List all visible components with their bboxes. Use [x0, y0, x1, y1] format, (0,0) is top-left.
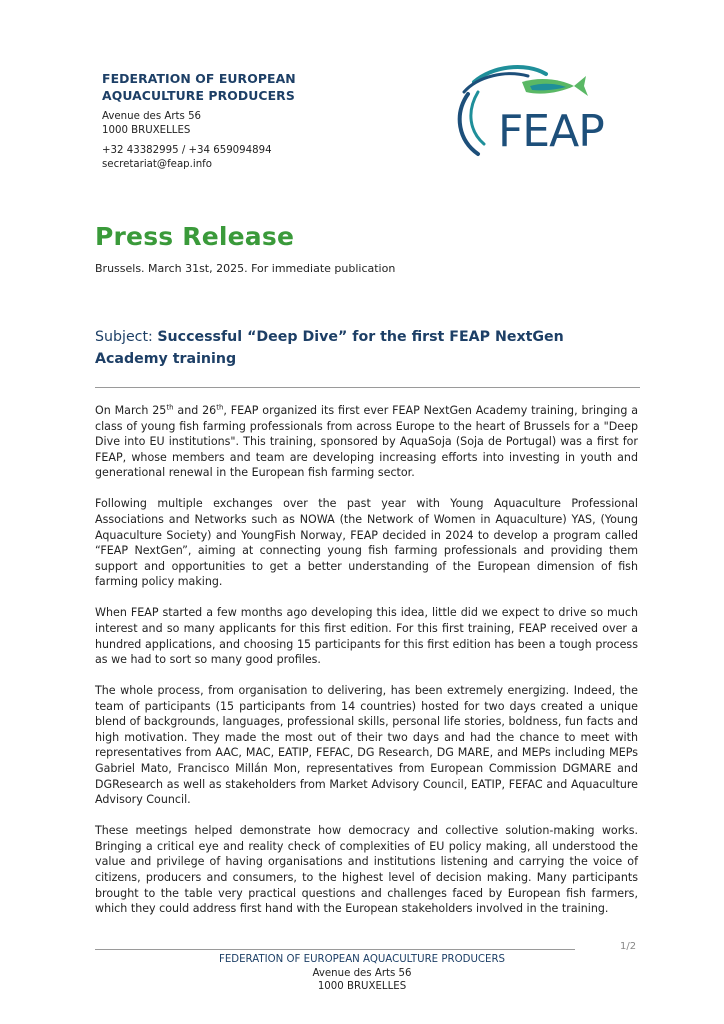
subject-title-line1: Successful “Deep Dive” for the first FEAP NextGen	[157, 329, 564, 345]
contact-email[interactable]: secretariat@feap.info	[102, 158, 212, 170]
p1-and: and 26	[173, 404, 217, 417]
org-name	[102, 70, 296, 104]
address-street: Avenue des Arts 56	[102, 111, 202, 122]
subject-heading	[95, 326, 615, 370]
subject-title-line2: Academy training	[95, 351, 237, 367]
paragraph-5: These meetings helped demonstrate how democracy and collective solution-making works. Bringing a critical eye and reality check of complexities of EU policy making, all understood the value and privilege of having organisations and institutions listening and carrying the voice of citizens, producers and consumers, to the highest level of decision making. Many participants brought to the table very practical questions and challenges faced by European fish farmers, which they could address first hand with the European stakeholders involved in the training.	[95, 824, 638, 916]
dateline: Brussels. March 31st, 2025. For immediate publication	[95, 262, 396, 275]
contact-phone: +32 43382995 / +34 659094894	[102, 145, 272, 156]
address-block	[102, 110, 201, 137]
subject-label: Subject:	[95, 329, 153, 345]
body-text	[95, 403, 638, 932]
paragraph-4: The whole process, from organisation to delivering, has been extremely energizing. Indeed, the team of participants (15 participants from 14 countries) hosted for two days created a unique blend of backgrounds, languages, professional skills, personal life stories, boldness, fun facts and high motivation. They made the most out of their two days and had the chance to meet with representatives from AAC, MAC, EATIP, FEFAC, DG Research, DG MARE, and MEPs including MEPs Gabriel Mato, Francisco Millán Mon, representatives from European Commission DGMARE and DGResearch as well as stakeholders from Market Advisory Council, EATIP, FEFAC and Aquaculture Advisory Council.	[95, 684, 638, 807]
fish-logo-icon	[434, 62, 620, 164]
p1-start: On March 25	[95, 404, 167, 417]
divider-bottom	[95, 949, 575, 950]
press-release-title: Press Release	[95, 222, 295, 251]
divider-top	[95, 387, 640, 388]
page-number: 1/2	[620, 941, 637, 952]
logo-wordmark: FEAP	[498, 106, 604, 157]
p1-sup2: th	[216, 403, 224, 412]
p1-rest: , FEAP organized its first ever FEAP NextGen Academy training, bringing a class of young fish farming professionals from across Europe to the heart of Brussels for a "Deep Dive into EU institutions". This training, sponsored by AquaSoja (Soja de Portugal) was a first for FEAP, whose members and team are developing increasing efforts into investing in youth and generational renewal in the European fish farming sector.	[95, 404, 638, 480]
footer-city: 1000 BRUXELLES	[317, 981, 407, 993]
org-name-line1: FEDERATION OF EUROPEAN	[102, 71, 296, 86]
contact-block	[102, 144, 272, 171]
p1-sup1: th	[166, 403, 174, 412]
paragraph-3: When FEAP started a few months ago developing this idea, little did we expect to drive so much interest and so many applicants for this first edition. For this first training, FEAP received over a hundred applications, and choosing 15 participants for this first edition has been a tough process as we had to sort so many good profiles.	[95, 606, 638, 667]
paragraph-2: Following multiple exchanges over the past year with Young Aquaculture Professional Associations and Networks such as NOWA (the Network of Women in Aquaculture) YAS, (Young Aquaculture Society) and YoungFish Norway, FEAP decided in 2024 to develop a program called “FEAP NextGen”, aiming at connecting young fish farming professionals and providing them support and opportunities to get a better understanding of the European dimension of fish farming policy making.	[95, 497, 638, 589]
footer-org: FEDERATION OF EUROPEAN AQUACULTURE PRODUCERS	[218, 954, 505, 965]
org-name-line2: AQUACULTURE PRODUCERS	[102, 88, 295, 103]
address-city: 1000 BRUXELLES	[102, 124, 191, 136]
footer	[0, 953, 724, 994]
paragraph-1	[95, 403, 638, 481]
footer-street: Avenue des Arts 56	[312, 967, 412, 979]
